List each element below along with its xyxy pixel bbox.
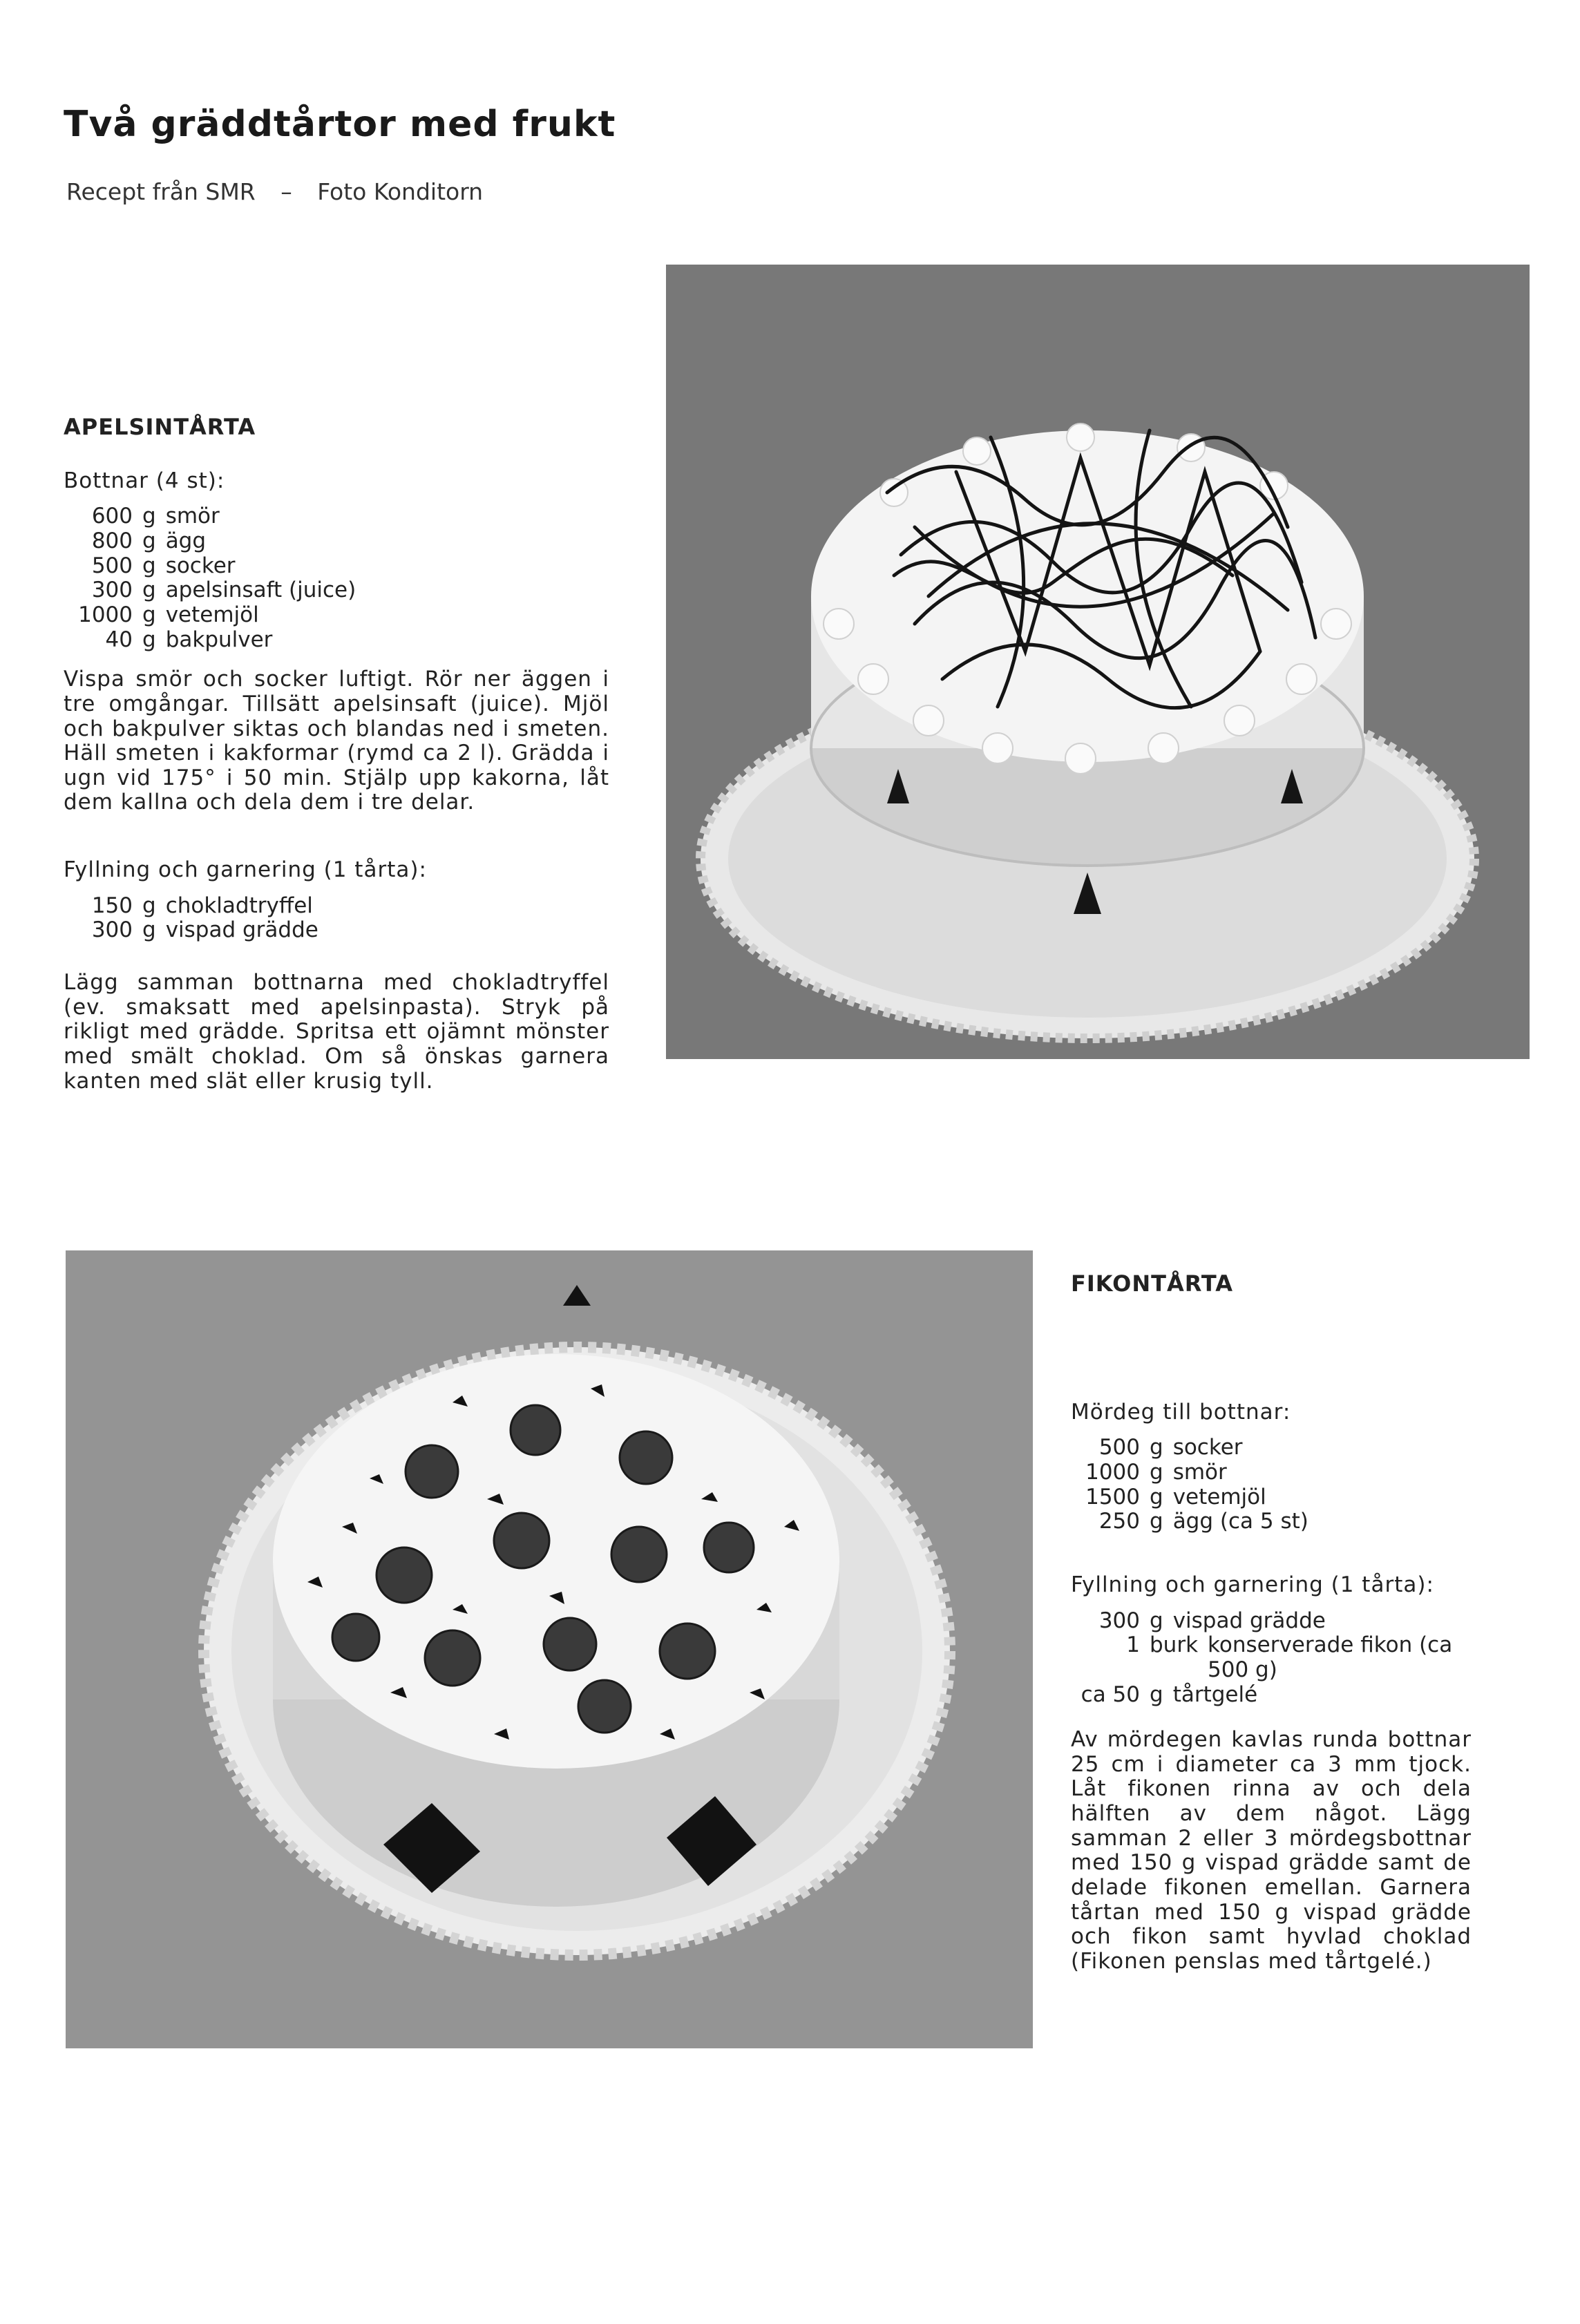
apelsin-method-bottoms: Vispa smör och socker luftigt. Rör ner äggen i tre omgångar. Tillsätt apelsinsaft (juice). Mjöl och bakpulver siktas och blandas ned i smeten. Häll smeten i kakformar (rymd ca 2 l). Grädda i ugn vid 175° i 50 min. Stjälp upp kakorna, låt dem kallna och dela dem i tre delar. bbox=[64, 667, 609, 815]
ingredient-row: 40 g bakpulver bbox=[105, 627, 273, 652]
fikon-filling-list bbox=[1071, 1609, 1472, 1708]
ingredient-row: 500 g socker bbox=[91, 553, 236, 578]
ingredient-row: 150 g chokladtryffel bbox=[91, 893, 313, 918]
fikon-filling-label: Fyllning och garnering (1 tårta): bbox=[1071, 1572, 1434, 1597]
photo-credit-text: Foto Konditorn bbox=[317, 178, 484, 205]
ingredient-row: 1000 g vetemjöl bbox=[78, 602, 259, 627]
ingredient-row: ca 50 g tårtgelé bbox=[1081, 1682, 1258, 1707]
ingredient-row: 300 g vispad grädde bbox=[91, 917, 318, 943]
fikon-heading: FIKONTÅRTA bbox=[1071, 1270, 1234, 1297]
ingredient-row: 600 g smör bbox=[91, 504, 220, 529]
ingredient-row: 1 burk konserverade fikon (ca 500 g) bbox=[1126, 1632, 1453, 1682]
ingredient-row: 250 g ägg (ca 5 st) bbox=[1098, 1509, 1308, 1534]
orange-cake-photo bbox=[666, 265, 1530, 1059]
apelsin-filling-label: Fyllning och garnering (1 tårta): bbox=[64, 857, 427, 883]
ingredient-row: 1000 g smör bbox=[1085, 1460, 1227, 1485]
apelsin-method-assembly: Lägg samman bottnarna med chokladtryffel (ev. smaksatt med apelsinpasta). Stryk på rikligt med grädde. Spritsa ett ojämnt mönster med smält choklad. Om så önskas garnera kanten med slät eller krusig tyll. bbox=[64, 970, 609, 1094]
credit-separator: – bbox=[280, 178, 292, 205]
apelsin-recipe bbox=[64, 415, 609, 1136]
fikon-dough-label: Mördeg till bottnar: bbox=[1071, 1399, 1291, 1425]
photo-credit bbox=[66, 178, 501, 205]
fig-cake-photo bbox=[66, 1250, 1033, 2048]
ingredient-row: 300 g apelsinsaft (juice) bbox=[91, 578, 356, 603]
fikon-method: Av mördegen kavlas runda bottnar 25 cm i diameter ca 3 mm tjock. Låt fikonen rinna av och dela hälften av dem något. Lägg samman 2 eller 3 mördegsbottnar med 150 g vispad grädde samt de delade fikonen emellan. Garnera tårtan med 150 g vispad grädde och fikon samt hyvlad choklad (Fikonen penslas med tårtgelé.) bbox=[1071, 1727, 1472, 1974]
ingredient-row: 800 g ägg bbox=[91, 528, 207, 554]
fikon-recipe bbox=[1071, 1271, 1472, 1974]
apelsin-bottoms-list bbox=[64, 504, 609, 652]
fikon-dough-list bbox=[1071, 1436, 1472, 1534]
page-title: Två gräddtårtor med frukt bbox=[64, 104, 616, 145]
recipe-credit: Recept från SMR bbox=[66, 178, 256, 205]
ingredient-row: 500 g socker bbox=[1098, 1435, 1243, 1460]
apelsin-filling-list bbox=[64, 894, 609, 943]
ingredient-row: 1500 g vetemjöl bbox=[1085, 1484, 1266, 1509]
apelsin-bottoms-label: Bottnar (4 st): bbox=[64, 468, 225, 493]
ingredient-row: 300 g vispad grädde bbox=[1098, 1608, 1326, 1633]
apelsin-heading: APELSINTÅRTA bbox=[64, 414, 256, 440]
